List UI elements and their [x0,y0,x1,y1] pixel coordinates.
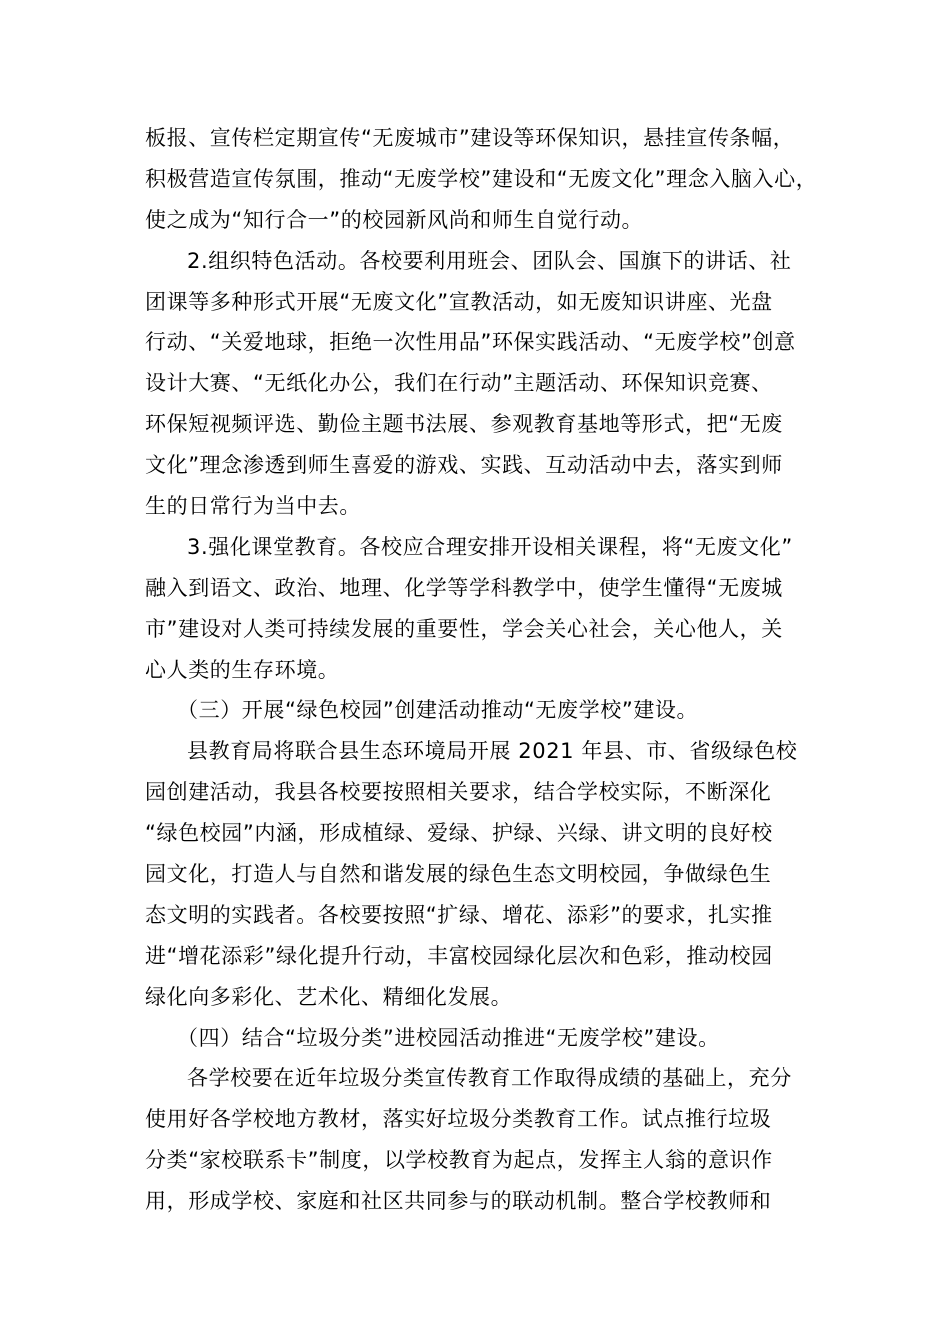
text-line: 2.组织特色活动。各校要利用班会、团队会、国旗下的讲话、社 [187,248,792,273]
text-line: 板报、宣传栏定期宣传“无废城市”建设等环保知识，悬挂宣传条幅， [145,126,795,150]
text-line: 设计大赛、“无纸化办公，我们在行动”主题活动、环保知识竞赛、 [145,371,773,396]
text-line: 市”建设对人类可持续发展的重要性，学会关心社会，关心他人，关 [145,616,783,641]
text-line: 行动、“关爱地球，拒绝一次性用品”环保实践活动、“无废学校”创意 [145,330,796,355]
text-line: 园文化，打造人与自然和谐发展的绿色生态文明校园，争做绿色生 [145,862,772,887]
document-body [145,118,818,1222]
text-line: 用，形成学校、家庭和社区共同参与的联动机制。整合学校教师和 [145,1189,772,1214]
text-line: 使用好各学校地方教材，落实好垃圾分类教育工作。试点推行垃圾 [145,1107,772,1132]
text-line: 环保短视频评选、勤俭主题书法展、参观教育基地等形式，把“无废 [145,412,783,437]
text-line: 县教育局将联合县生态环境局开展 2021 年县、市、省级绿色校 [187,739,798,764]
text-line: 心人类的生存环境。 [145,657,340,682]
text-line: 团课等多种形式开展“无废文化”宣教活动，如无废知识讲座、光盘 [145,289,773,314]
text-line: 进“增花添彩”绿化提升行动，丰富校园绿化层次和色彩，推动校园 [145,943,773,968]
text-line: 分类“家校联系卡”制度，以学校教育为起点，发挥主人翁的意识作 [145,1148,773,1173]
text-line: 生的日常行为当中去。 [145,494,361,519]
text-line: 融入到语文、政治、地理、化学等学科教学中，使学生懂得“无废城 [145,575,783,600]
text-line: 使之成为“知行合一”的校园新风尚和师生自觉行动。 [145,207,644,232]
text-line: 园创建活动，我县各校要按照相关要求，结合学校实际，不断深化 [145,780,772,805]
text-line: 态文明的实践者。各校要按照“扩绿、增花、添彩”的要求，扎实推 [145,902,773,927]
text-line: 文化”理念渗透到师生喜爱的游戏、实践、互动活动中去，落实到师 [145,453,783,478]
text-line: 各学校要在近年垃圾分类宣传教育工作取得成绩的基础上，充分 [187,1066,792,1091]
section-heading-line: （四）结合“垃圾分类”进校园活动推进“无废学校”建设。 [177,1025,720,1050]
text-line: 积极营造宣传氛围，推动“无废学校”建设和“无废文化”理念入脑入心， [145,166,818,191]
text-line: “绿色校园”内涵，形成植绿、爱绿、护绿、兴绿、讲文明的良好校 [145,821,773,846]
text-line: 3.强化课堂教育。各校应合理安排开设相关课程，将“无废文化” [187,534,793,559]
text-line: 绿化向多彩化、艺术化、精细化发展。 [145,984,513,1009]
section-heading-line: （三）开展“绿色校园”创建活动推动“无废学校”建设。 [177,698,699,723]
